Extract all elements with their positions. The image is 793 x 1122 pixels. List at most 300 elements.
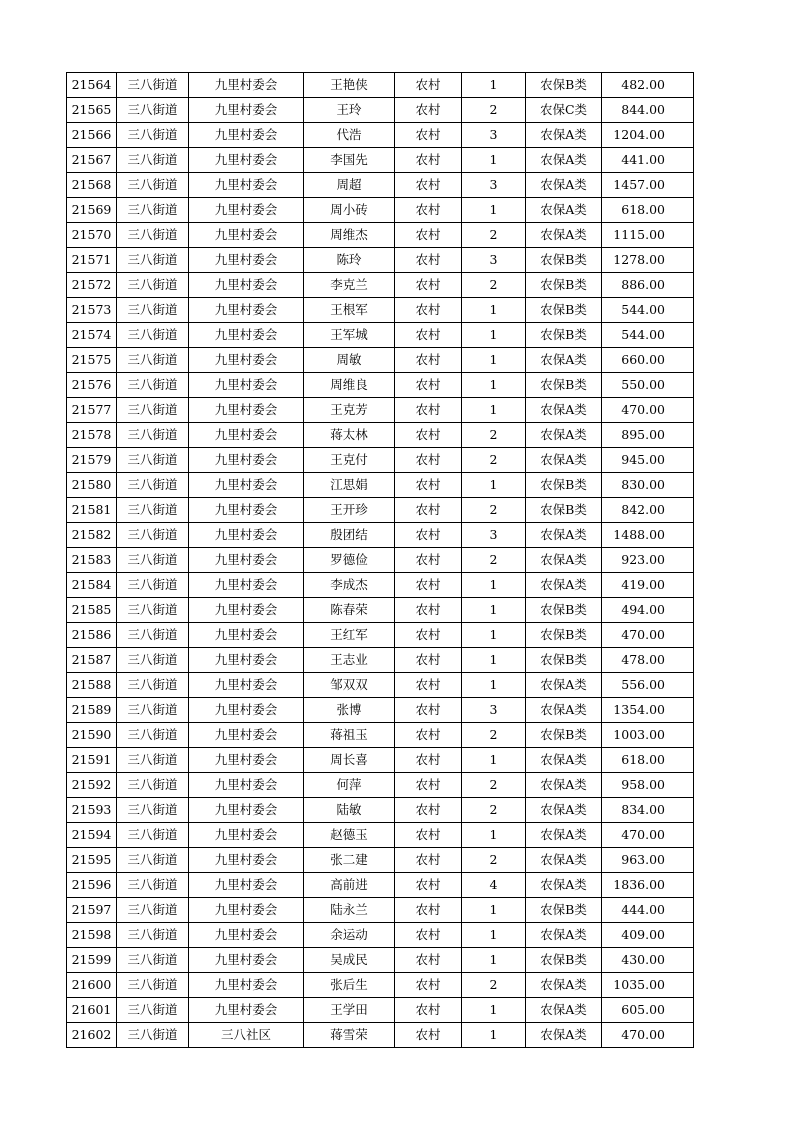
amount-cell: 1488.00 [602,523,694,548]
member-count-cell: 1 [462,823,526,848]
household-type-cell: 农村 [395,848,462,873]
street-cell: 三八街道 [117,148,189,173]
member-count-cell: 1 [462,598,526,623]
village-committee-cell: 九里村委会 [189,673,304,698]
amount-cell: 550.00 [602,373,694,398]
household-type-cell: 农村 [395,273,462,298]
street-cell: 三八街道 [117,548,189,573]
street-cell: 三八街道 [117,773,189,798]
person-name-cell: 邹双双 [304,673,395,698]
table-row [67,873,694,898]
record-id-cell: 21580 [67,473,117,498]
street-cell: 三八街道 [117,223,189,248]
member-count-cell: 1 [462,198,526,223]
records-table [66,72,694,1048]
village-committee-cell: 九里村委会 [189,298,304,323]
member-count-cell: 1 [462,623,526,648]
street-cell: 三八街道 [117,623,189,648]
person-name-cell: 陈玲 [304,248,395,273]
member-count-cell: 2 [462,498,526,523]
person-name-cell: 王开珍 [304,498,395,523]
table-row [67,123,694,148]
amount-cell: 1457.00 [602,173,694,198]
person-name-cell: 李克兰 [304,273,395,298]
amount-cell: 945.00 [602,448,694,473]
village-committee-cell: 九里村委会 [189,98,304,123]
table-row [67,973,694,998]
amount-cell: 618.00 [602,748,694,773]
record-id-cell: 21588 [67,673,117,698]
records-table-body [67,73,694,1048]
amount-cell: 470.00 [602,1023,694,1048]
amount-cell: 618.00 [602,198,694,223]
record-id-cell: 21564 [67,73,117,98]
household-type-cell: 农村 [395,698,462,723]
street-cell: 三八街道 [117,448,189,473]
person-name-cell: 何萍 [304,773,395,798]
household-type-cell: 农村 [395,598,462,623]
member-count-cell: 2 [462,723,526,748]
amount-cell: 886.00 [602,273,694,298]
insurance-category-cell: 农保B类 [526,948,602,973]
household-type-cell: 农村 [395,423,462,448]
record-id-cell: 21590 [67,723,117,748]
table-row [67,698,694,723]
insurance-category-cell: 农保B类 [526,473,602,498]
amount-cell: 1003.00 [602,723,694,748]
member-count-cell: 1 [462,748,526,773]
street-cell: 三八街道 [117,348,189,373]
amount-cell: 478.00 [602,648,694,673]
table-row [67,273,694,298]
household-type-cell: 农村 [395,198,462,223]
person-name-cell: 陈春荣 [304,598,395,623]
record-id-cell: 21568 [67,173,117,198]
table-row [67,998,694,1023]
insurance-category-cell: 农保A类 [526,823,602,848]
village-committee-cell: 九里村委会 [189,598,304,623]
amount-cell: 844.00 [602,98,694,123]
member-count-cell: 1 [462,998,526,1023]
village-committee-cell: 九里村委会 [189,723,304,748]
village-committee-cell: 九里村委会 [189,123,304,148]
insurance-category-cell: 农保A类 [526,698,602,723]
street-cell: 三八街道 [117,873,189,898]
person-name-cell: 陆永兰 [304,898,395,923]
village-committee-cell: 九里村委会 [189,648,304,673]
member-count-cell: 1 [462,948,526,973]
record-id-cell: 21571 [67,248,117,273]
street-cell: 三八街道 [117,423,189,448]
table-row [67,173,694,198]
table-row [67,773,694,798]
household-type-cell: 农村 [395,298,462,323]
member-count-cell: 1 [462,898,526,923]
household-type-cell: 农村 [395,548,462,573]
member-count-cell: 1 [462,398,526,423]
person-name-cell: 周超 [304,173,395,198]
amount-cell: 444.00 [602,898,694,923]
household-type-cell: 农村 [395,898,462,923]
member-count-cell: 3 [462,248,526,273]
household-type-cell: 农村 [395,748,462,773]
member-count-cell: 1 [462,473,526,498]
village-committee-cell: 九里村委会 [189,423,304,448]
table-row [67,798,694,823]
insurance-category-cell: 农保A类 [526,448,602,473]
table-row [67,948,694,973]
street-cell: 三八街道 [117,848,189,873]
member-count-cell: 1 [462,573,526,598]
village-committee-cell: 九里村委会 [189,848,304,873]
table-row [67,673,694,698]
household-type-cell: 农村 [395,648,462,673]
member-count-cell: 2 [462,773,526,798]
village-committee-cell: 九里村委会 [189,623,304,648]
member-count-cell: 1 [462,373,526,398]
table-row [67,748,694,773]
table-row [67,648,694,673]
street-cell: 三八街道 [117,473,189,498]
insurance-category-cell: 农保A类 [526,398,602,423]
street-cell: 三八街道 [117,923,189,948]
record-id-cell: 21574 [67,323,117,348]
person-name-cell: 周维良 [304,373,395,398]
record-id-cell: 21578 [67,423,117,448]
member-count-cell: 3 [462,173,526,198]
insurance-category-cell: 农保A类 [526,1023,602,1048]
amount-cell: 605.00 [602,998,694,1023]
village-committee-cell: 九里村委会 [189,898,304,923]
insurance-category-cell: 农保B类 [526,723,602,748]
street-cell: 三八街道 [117,73,189,98]
insurance-category-cell: 农保A类 [526,673,602,698]
record-id-cell: 21576 [67,373,117,398]
amount-cell: 895.00 [602,423,694,448]
member-count-cell: 2 [462,273,526,298]
table-row [67,73,694,98]
village-committee-cell: 九里村委会 [189,323,304,348]
person-name-cell: 江思娟 [304,473,395,498]
village-committee-cell: 九里村委会 [189,248,304,273]
record-id-cell: 21586 [67,623,117,648]
household-type-cell: 农村 [395,323,462,348]
record-id-cell: 21579 [67,448,117,473]
record-id-cell: 21597 [67,898,117,923]
insurance-category-cell: 农保B类 [526,273,602,298]
record-id-cell: 21594 [67,823,117,848]
amount-cell: 441.00 [602,148,694,173]
person-name-cell: 王艳侠 [304,73,395,98]
household-type-cell: 农村 [395,348,462,373]
insurance-category-cell: 农保A类 [526,773,602,798]
household-type-cell: 农村 [395,523,462,548]
table-row [67,623,694,648]
insurance-category-cell: 农保A类 [526,848,602,873]
person-name-cell: 蒋雪荣 [304,1023,395,1048]
person-name-cell: 张二建 [304,848,395,873]
amount-cell: 470.00 [602,823,694,848]
household-type-cell: 农村 [395,473,462,498]
insurance-category-cell: 农保B类 [526,73,602,98]
record-id-cell: 21583 [67,548,117,573]
insurance-category-cell: 农保A类 [526,148,602,173]
household-type-cell: 农村 [395,398,462,423]
record-id-cell: 21593 [67,798,117,823]
person-name-cell: 周小砖 [304,198,395,223]
member-count-cell: 3 [462,698,526,723]
table-row [67,423,694,448]
household-type-cell: 农村 [395,223,462,248]
household-type-cell: 农村 [395,123,462,148]
record-id-cell: 21577 [67,398,117,423]
member-count-cell: 2 [462,848,526,873]
household-type-cell: 农村 [395,823,462,848]
street-cell: 三八街道 [117,798,189,823]
table-row [67,823,694,848]
insurance-category-cell: 农保A类 [526,523,602,548]
table-row [67,573,694,598]
street-cell: 三八街道 [117,648,189,673]
record-id-cell: 21601 [67,998,117,1023]
household-type-cell: 农村 [395,673,462,698]
record-id-cell: 21572 [67,273,117,298]
amount-cell: 842.00 [602,498,694,523]
village-committee-cell: 九里村委会 [189,798,304,823]
table-row [67,98,694,123]
person-name-cell: 周维杰 [304,223,395,248]
village-committee-cell: 九里村委会 [189,973,304,998]
person-name-cell: 王学田 [304,998,395,1023]
record-id-cell: 21567 [67,148,117,173]
household-type-cell: 农村 [395,148,462,173]
table-row [67,723,694,748]
village-committee-cell: 九里村委会 [189,948,304,973]
person-name-cell: 王玲 [304,98,395,123]
person-name-cell: 王克芳 [304,398,395,423]
member-count-cell: 2 [462,223,526,248]
person-name-cell: 王红军 [304,623,395,648]
amount-cell: 544.00 [602,323,694,348]
household-type-cell: 农村 [395,948,462,973]
table-row [67,448,694,473]
table-row [67,223,694,248]
amount-cell: 834.00 [602,798,694,823]
household-type-cell: 农村 [395,573,462,598]
street-cell: 三八街道 [117,523,189,548]
table-row [67,523,694,548]
village-committee-cell: 九里村委会 [189,448,304,473]
table-row [67,323,694,348]
amount-cell: 470.00 [602,623,694,648]
person-name-cell: 王根军 [304,298,395,323]
amount-cell: 1115.00 [602,223,694,248]
person-name-cell: 罗德俭 [304,548,395,573]
amount-cell: 482.00 [602,73,694,98]
amount-cell: 430.00 [602,948,694,973]
person-name-cell: 蒋太林 [304,423,395,448]
street-cell: 三八街道 [117,598,189,623]
table-row [67,598,694,623]
village-committee-cell: 九里村委会 [189,223,304,248]
household-type-cell: 农村 [395,498,462,523]
record-id-cell: 21589 [67,698,117,723]
table-row [67,148,694,173]
village-committee-cell: 三八社区 [189,1023,304,1048]
table-row [67,1023,694,1048]
insurance-category-cell: 农保A类 [526,923,602,948]
insurance-category-cell: 农保A类 [526,748,602,773]
insurance-category-cell: 农保B类 [526,248,602,273]
record-id-cell: 21573 [67,298,117,323]
amount-cell: 409.00 [602,923,694,948]
record-id-cell: 21599 [67,948,117,973]
insurance-category-cell: 农保A类 [526,423,602,448]
insurance-category-cell: 农保B类 [526,323,602,348]
record-id-cell: 21600 [67,973,117,998]
amount-cell: 1035.00 [602,973,694,998]
household-type-cell: 农村 [395,98,462,123]
member-count-cell: 2 [462,98,526,123]
member-count-cell: 1 [462,323,526,348]
street-cell: 三八街道 [117,398,189,423]
person-name-cell: 余运动 [304,923,395,948]
person-name-cell: 王志业 [304,648,395,673]
person-name-cell: 蒋祖玉 [304,723,395,748]
street-cell: 三八街道 [117,673,189,698]
village-committee-cell: 九里村委会 [189,148,304,173]
member-count-cell: 1 [462,648,526,673]
street-cell: 三八街道 [117,898,189,923]
amount-cell: 470.00 [602,398,694,423]
record-id-cell: 21595 [67,848,117,873]
household-type-cell: 农村 [395,448,462,473]
village-committee-cell: 九里村委会 [189,573,304,598]
member-count-cell: 3 [462,523,526,548]
street-cell: 三八街道 [117,573,189,598]
household-type-cell: 农村 [395,723,462,748]
village-committee-cell: 九里村委会 [189,73,304,98]
insurance-category-cell: 农保A类 [526,348,602,373]
member-count-cell: 1 [462,673,526,698]
insurance-category-cell: 农保A类 [526,198,602,223]
household-type-cell: 农村 [395,373,462,398]
member-count-cell: 1 [462,73,526,98]
person-name-cell: 赵德玉 [304,823,395,848]
record-id-cell: 21592 [67,773,117,798]
person-name-cell: 吴成民 [304,948,395,973]
village-committee-cell: 九里村委会 [189,173,304,198]
member-count-cell: 2 [462,798,526,823]
amount-cell: 1836.00 [602,873,694,898]
street-cell: 三八街道 [117,273,189,298]
household-type-cell: 农村 [395,623,462,648]
street-cell: 三八街道 [117,823,189,848]
person-name-cell: 张后生 [304,973,395,998]
table-row [67,248,694,273]
household-type-cell: 农村 [395,923,462,948]
village-committee-cell: 九里村委会 [189,473,304,498]
village-committee-cell: 九里村委会 [189,373,304,398]
table-row [67,923,694,948]
insurance-category-cell: 农保B类 [526,623,602,648]
street-cell: 三八街道 [117,123,189,148]
village-committee-cell: 九里村委会 [189,523,304,548]
table-row [67,198,694,223]
amount-cell: 1278.00 [602,248,694,273]
member-count-cell: 1 [462,348,526,373]
insurance-category-cell: 农保B类 [526,598,602,623]
street-cell: 三八街道 [117,373,189,398]
street-cell: 三八街道 [117,1023,189,1048]
insurance-category-cell: 农保B类 [526,373,602,398]
household-type-cell: 农村 [395,773,462,798]
table-row [67,898,694,923]
insurance-category-cell: 农保A类 [526,998,602,1023]
street-cell: 三八街道 [117,698,189,723]
record-id-cell: 21582 [67,523,117,548]
member-count-cell: 2 [462,423,526,448]
amount-cell: 544.00 [602,298,694,323]
insurance-category-cell: 农保A类 [526,548,602,573]
village-committee-cell: 九里村委会 [189,348,304,373]
amount-cell: 830.00 [602,473,694,498]
amount-cell: 1204.00 [602,123,694,148]
person-name-cell: 王军城 [304,323,395,348]
member-count-cell: 2 [462,548,526,573]
person-name-cell: 代浩 [304,123,395,148]
insurance-category-cell: 农保A类 [526,973,602,998]
street-cell: 三八街道 [117,323,189,348]
table-row [67,848,694,873]
household-type-cell: 农村 [395,873,462,898]
member-count-cell: 1 [462,298,526,323]
street-cell: 三八街道 [117,973,189,998]
member-count-cell: 1 [462,1023,526,1048]
table-row [67,473,694,498]
village-committee-cell: 九里村委会 [189,748,304,773]
person-name-cell: 王克付 [304,448,395,473]
record-id-cell: 21569 [67,198,117,223]
insurance-category-cell: 农保C类 [526,98,602,123]
street-cell: 三八街道 [117,198,189,223]
table-row [67,348,694,373]
insurance-category-cell: 农保A类 [526,123,602,148]
household-type-cell: 农村 [395,798,462,823]
village-committee-cell: 九里村委会 [189,498,304,523]
insurance-category-cell: 农保A类 [526,223,602,248]
household-type-cell: 农村 [395,173,462,198]
household-type-cell: 农村 [395,973,462,998]
table-row [67,398,694,423]
village-committee-cell: 九里村委会 [189,923,304,948]
street-cell: 三八街道 [117,298,189,323]
amount-cell: 556.00 [602,673,694,698]
record-id-cell: 21570 [67,223,117,248]
table-row [67,298,694,323]
table-row [67,498,694,523]
household-type-cell: 农村 [395,1023,462,1048]
member-count-cell: 2 [462,448,526,473]
insurance-category-cell: 农保A类 [526,873,602,898]
record-id-cell: 21565 [67,98,117,123]
village-committee-cell: 九里村委会 [189,698,304,723]
village-committee-cell: 九里村委会 [189,398,304,423]
person-name-cell: 周敏 [304,348,395,373]
member-count-cell: 1 [462,148,526,173]
insurance-category-cell: 农保B类 [526,648,602,673]
record-id-cell: 21581 [67,498,117,523]
